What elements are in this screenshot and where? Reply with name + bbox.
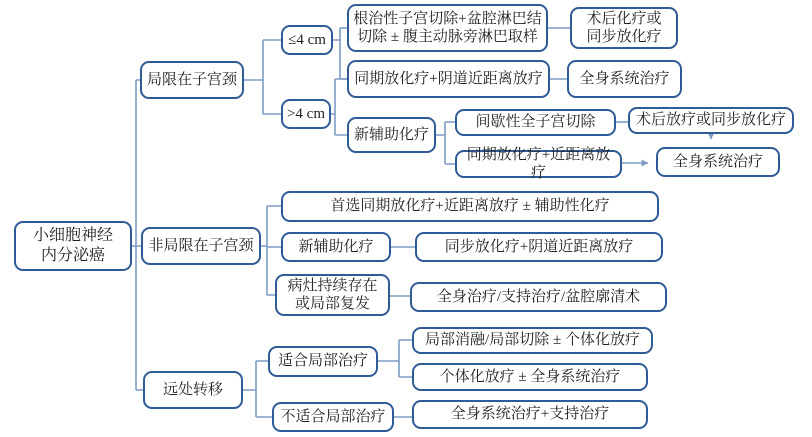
node-systemic-therapy-2: 全身系统治疗: [656, 147, 780, 177]
edge-suitable-options: [378, 340, 412, 377]
node-radical-hysterectomy: 根治性子宫切除+盆腔淋巴结 切除 ± 腹主动脉旁淋巴取样: [347, 4, 548, 52]
node-unsuitable-local-therapy: 不适合局部治疗: [272, 402, 394, 432]
node-ablation-resection-rt: 局部消融/局部切除 ± 个体化放疗: [412, 327, 653, 354]
edge-neoadjuvant1-options: [436, 122, 455, 164]
node-ccrt-vaginal-brachytherapy: 同期放化疗+阴道近距离放疗: [347, 60, 550, 98]
node-interval-hysterectomy: 间歇性全子宫切除: [455, 109, 616, 136]
node-sync-ccrt-vaginal-brachytherapy: 同步放化疗+阴道近距离放疗: [415, 232, 663, 262]
node-not-limited-cervix: 非局限在子宫颈: [141, 227, 261, 265]
node-neoadjuvant-chemo-2: 新辅助化疗: [281, 232, 391, 262]
edge-le4cm-options: [333, 28, 347, 79]
node-individualized-rt-systemic: 个体化放疗 ± 全身系统治疗: [412, 363, 648, 391]
node-preferred-ccrt-brachy-adjuvant: 首选同期放化疗+近距离放疗 ± 辅助性化疗: [281, 191, 659, 222]
node-systemic-support-exenteration: 全身治疗/支持治疗/盆腔廓清术: [410, 282, 667, 312]
node-persistent-or-recurrent: 病灶持续存在 或局部复发: [275, 274, 390, 316]
node-root: 小细胞神经 内分泌癌: [14, 221, 132, 271]
node-limited-cervix: 局限在子宫颈: [140, 61, 244, 99]
node-systemic-therapy-1: 全身系统治疗: [567, 60, 682, 98]
node-distant-metastasis: 远处转移: [143, 371, 243, 409]
node-systemic-plus-supportive: 全身系统治疗+支持治疗: [412, 400, 648, 429]
node-neoadjuvant-chemo-1: 新辅助化疗: [347, 117, 436, 153]
node-le-4cm: ≤4 cm: [281, 25, 333, 55]
edge-gt4cm-options: [331, 79, 347, 135]
node-gt-4cm: >4 cm: [281, 99, 331, 129]
node-postop-rt-or-ccrt: 术后放疗或同步放化疗: [628, 107, 794, 134]
node-suitable-local-therapy: 适合局部治疗: [268, 346, 378, 377]
node-postop-chemo-or-ccrt: 术后化疗或 同步放化疗: [570, 7, 678, 49]
node-ccrt-brachytherapy: 同期放化疗+近距离放疗: [455, 150, 622, 178]
edge-limited-sizes: [244, 40, 281, 114]
